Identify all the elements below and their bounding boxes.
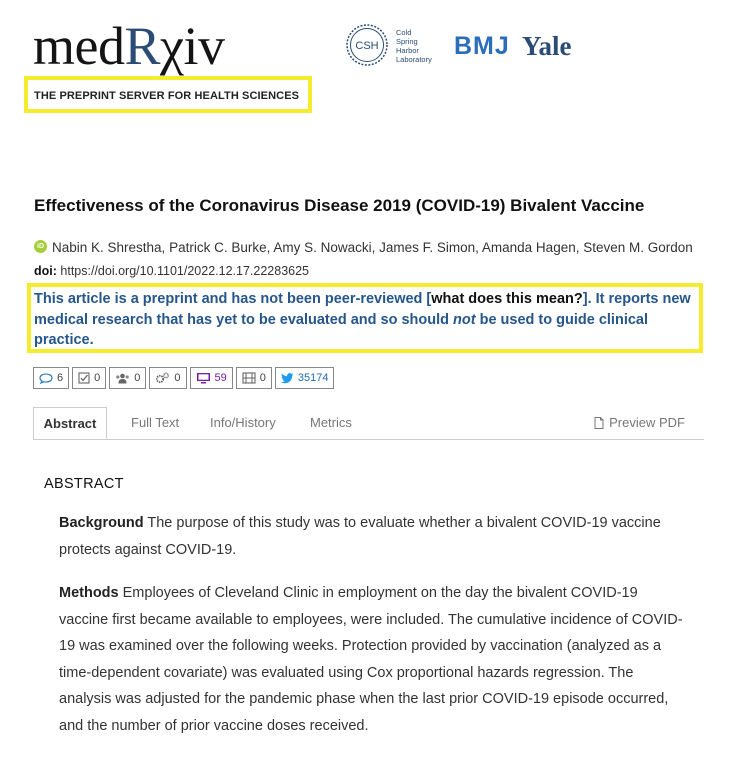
checkbox-icon (78, 372, 90, 384)
csh-line: Spring (396, 37, 418, 46)
abstract-methods (59, 580, 689, 739)
article-title: Effectiveness of the Coronavirus Disease 2019 (COVID-19) Bivalent Vaccine (34, 196, 645, 215)
automated-services-counter[interactable] (149, 367, 186, 389)
tweets-counter[interactable] (275, 367, 335, 389)
logo-text-r: R (124, 16, 161, 76)
peer-review-count: 0 (94, 372, 101, 384)
csh-logo-icon[interactable] (345, 23, 389, 67)
logo-text-xiv: χiv (160, 16, 225, 76)
comments-counter[interactable] (33, 367, 69, 389)
tagline: THE PREPRINT SERVER FOR HEALTH SCIENCES (34, 90, 300, 102)
users-icon (115, 373, 130, 384)
methods-label: Methods (59, 585, 119, 601)
tab-abstract[interactable]: Abstract (33, 407, 107, 439)
notice-text: ]. It reports new medical research that has yet to be evaluated and so should (34, 291, 691, 328)
preprint-notice (34, 289, 694, 351)
community-reviews-counter[interactable] (109, 367, 146, 389)
monitor-icon (196, 372, 211, 384)
doi-label: doi: (34, 264, 57, 278)
what-does-this-mean-link[interactable]: what does this mean? (431, 291, 583, 307)
abstract-background (59, 510, 689, 563)
abstract-heading: ABSTRACT (44, 476, 124, 492)
automated-services-count: 0 (174, 372, 181, 384)
metrics-row (33, 367, 337, 389)
preview-pdf-label: Preview PDF (609, 415, 685, 430)
article-tabs (33, 407, 704, 440)
tab-info-history[interactable]: Info/History (210, 415, 276, 430)
notice-text: This article is a preprint and has not been peer-reviewed [ (34, 291, 432, 307)
community-reviews-count: 0 (134, 372, 141, 384)
blogs-counter[interactable] (190, 367, 233, 389)
peer-review-counter[interactable] (72, 367, 106, 389)
notice-emphasis: not (453, 311, 476, 328)
author-list[interactable]: Nabin K. Shrestha, Patrick C. Burke, Amy S. Nowacki, James F. Simon, Amanda Hagen, Steven M. Gordon (52, 240, 693, 255)
methods-text: Employees of Cleveland Clinic in employment on the day the bivalent COVID-19 vaccine first became available to employees, were included. The cumulative incidence of COVID-19 was examined over the following weeks. Protection provided by vaccination (analyzed as a time-dependent covariate) was evaluated using Cox proportional hazards regression. The analysis was adjusted for the pandemic phase when the last prior COVID-19 episode occurred, and the number of prior vaccine doses received. (59, 585, 683, 734)
twitter-icon (281, 373, 294, 384)
logo-text-med: med (33, 16, 125, 76)
csh-line: Harbor (396, 46, 419, 55)
media-count: 0 (259, 372, 266, 384)
background-text: The purpose of this study was to evaluate whether a bivalent COVID-19 vaccine protects against COVID-19. (59, 515, 661, 558)
csh-line: Laboratory (396, 55, 432, 64)
tab-metrics[interactable]: Metrics (310, 415, 352, 430)
background-label: Background (59, 515, 144, 531)
bmj-logo[interactable]: BMJ (454, 32, 510, 60)
document-icon (594, 417, 604, 429)
csh-monogram: CSH (355, 40, 379, 52)
csh-wordmark (396, 28, 432, 64)
tweets-count: 35174 (297, 372, 329, 384)
medrxiv-logo[interactable] (33, 16, 225, 76)
preview-pdf-button[interactable] (594, 407, 685, 439)
blogs-count: 59 (214, 372, 227, 384)
media-counter[interactable] (236, 367, 272, 389)
tab-full-text[interactable]: Full Text (131, 415, 180, 430)
orcid-icon[interactable]: iD (34, 240, 47, 253)
film-icon (242, 372, 256, 384)
yale-logo[interactable]: Yale (522, 31, 572, 61)
doi-link[interactable]: https://doi.org/10.1101/2022.12.17.22283625 (60, 264, 309, 278)
notice-text: be used to guide clinical practice. (34, 311, 648, 348)
doi-line (34, 264, 309, 278)
csh-line: Cold (396, 28, 412, 37)
comment-icon (39, 373, 53, 384)
comments-count: 6 (57, 372, 64, 384)
gears-icon (155, 372, 170, 384)
